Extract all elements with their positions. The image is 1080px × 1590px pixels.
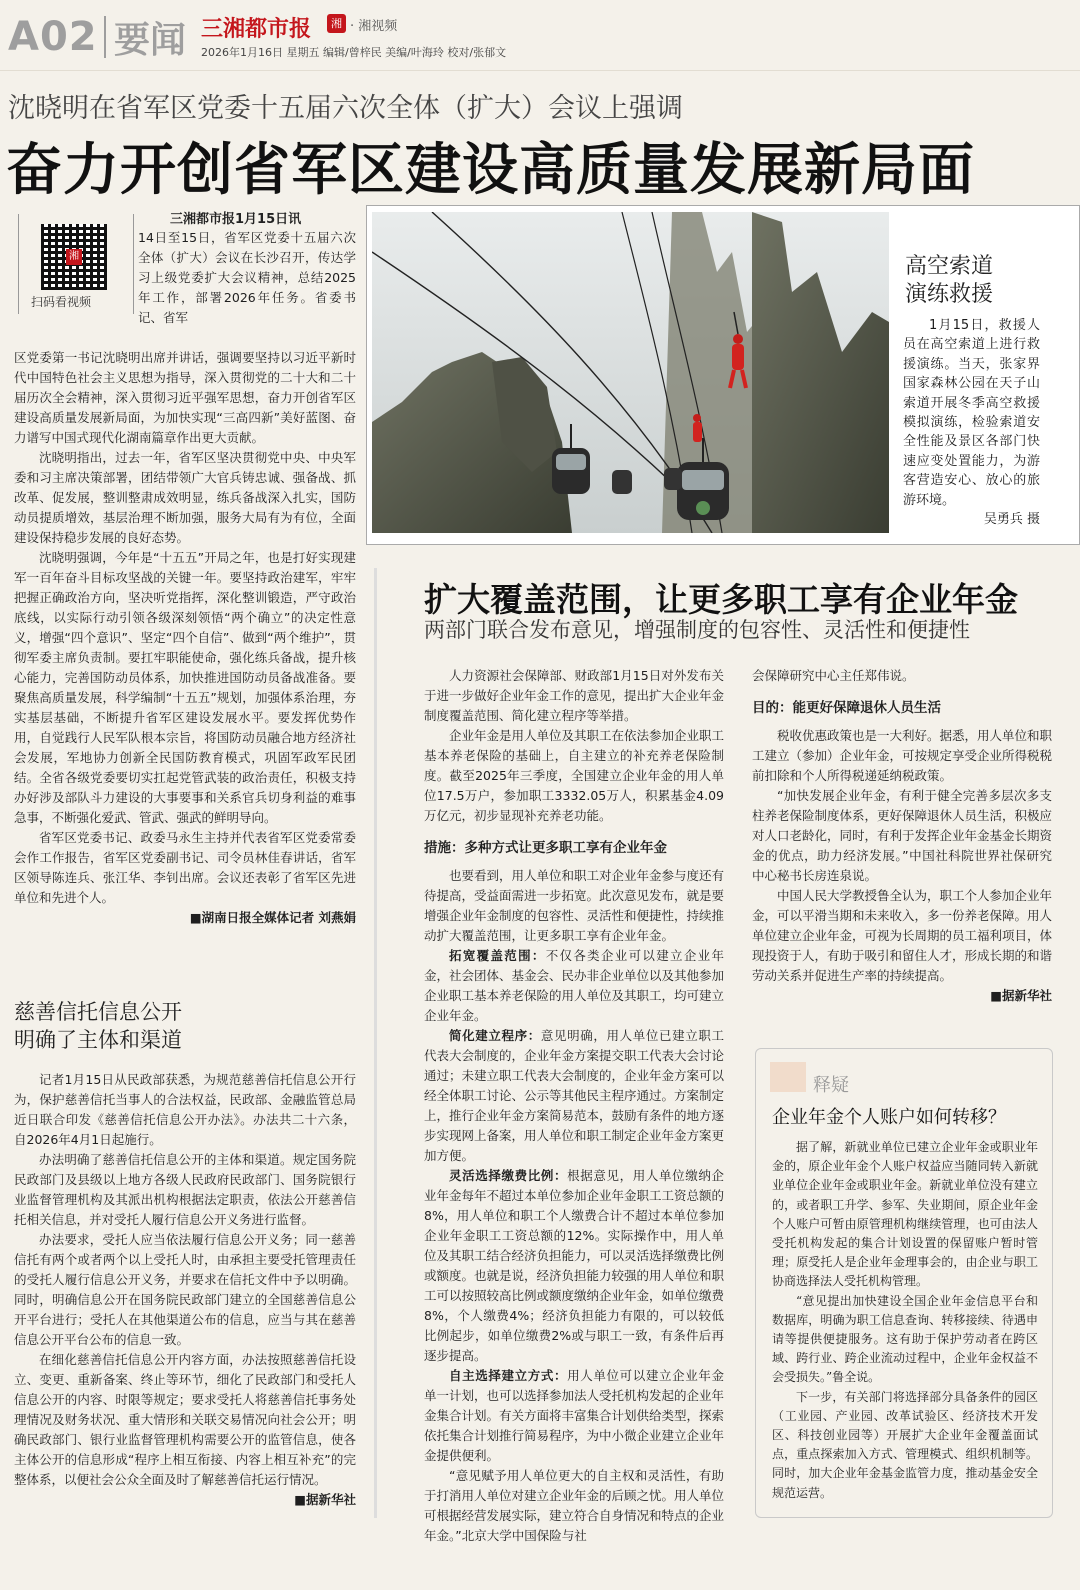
photo-title-line: 高空索道 xyxy=(905,254,994,279)
qa-title: 企业年金个人账户如何转移？ xyxy=(772,1107,1006,1128)
article2-text: 根据意见，用人单位缴纳企业年金每年不超过本单位参加企业年金职工工资总额的8%，用人单位和职工个人缴费合计不超过本单位参加企业年金职工工资总额的12%。实际操作中，用人单位及其职工结合经济负担能力，可以灵活选择缴费比例或额度。也就是说，经济负担能力较强的用人单位和职工可以按照较高比例或额度缴纳企业年金，如单位缴费8%，个人缴费4%；经济负担能力有限的，可以较低比例起步，如单位缴费2%或与职工一致，有条件后再逐步提高。 xyxy=(424,1168,725,1363)
masthead-divider xyxy=(104,16,106,58)
article3-body xyxy=(14,1070,356,1510)
brand-badge-icon: 湘 xyxy=(327,14,346,33)
page-number: A02 xyxy=(8,14,98,60)
lead-paragraph: 省军区党委书记、政委马永生主持并代表省军区党委常委会作工作报告，省军区党委副书记、司令员林佳春讲话，省军区领导陈连兵、张江华、李钊出席。会议还表彰了省军区先进单位和先进个人。 xyxy=(14,830,356,905)
article2-col1 xyxy=(424,666,724,1546)
photo-caption xyxy=(903,316,1040,529)
article2-text: 不仅各类企业可以建立企业年金，社会团体、基金会、民办非企业单位以及其他参加企业职工基本养老保险的用人单位及其职工，均可建立企业年金。 xyxy=(424,948,725,1023)
lead-paragraph: 区党委第一书记沈晓明出席并讲话，强调要坚持以习近平新时代中国特色社会主义思想为指导，深入贯彻党的二十大和二十届历次全会精神，深入贯彻习近平强军思想，奋力开创省军区建设高质量发展新局面，为加快实现“三高四新”美好蓝图、奋力谱写中国式现代化湖南篇章作出更大贡献。 xyxy=(14,350,356,445)
cable-car-photo xyxy=(372,212,889,533)
masthead xyxy=(0,0,1080,72)
article2-paragraph xyxy=(424,1166,724,1366)
lead-intro xyxy=(138,228,356,328)
photo-title xyxy=(905,253,993,309)
column-rule xyxy=(374,568,377,1518)
article3-paragraph: 在细化慈善信托信息公开内容方面，办法按照慈善信托设立、变更、重新备案、终止等环节，细化了民政部门和受托人信息公开的内容、时限等规定；要求受托人将慈善信托事务处理情况及财务状况、重大情形和关联交易情况向社会公开；明确民政部门、银行业监督管理机构需要公开的监管信息，使各主体公开的信息形成“程序上相互衔接、内容上相互补充”的完整体系，以便社会公众全面及时了解慈善信托运行情况。 xyxy=(14,1352,356,1487)
article3-headline-line: 慈善信托信息公开 xyxy=(14,1000,182,1024)
qa-paragraph: 据了解，新就业单位已建立企业年金或职业年金的，原企业年金个人账户权益应当随同转入新就业单位企业年金或职业年金。新就业单位没有建立的，或者职工升学、参军、失业期间，原企业年金个人账户可暂由原管理机构继续管理，也可由法人受托机构发起的集合计划设置的保留账户暂时管理；原受托人是企业年金理事会的，由企业与职工协商选择法人受托机构管理。 xyxy=(772,1140,1038,1289)
article2-paragraph: 企业年金是用人单位及其职工在依法参加企业职工基本养老保险的基础上，自主建立的补充养老保险制度。截至2025年三季度，全国建立企业年金的用人单位17.5万户，参加职工3332.05万人，积累基金4.09万亿元，初步显现补充养老功能。 xyxy=(424,728,725,823)
article2-text: 用人单位可以建立企业年金单一计划，也可以选择参加法人受托机构发起的企业年金集合计划。有关方面将丰富集合计划供给类型，探索依托集合计划推行简易程序，为中小微企业建立企业年金提供便利。 xyxy=(424,1368,725,1463)
lead-signoff: ■湖南日报全媒体记者 刘燕娟 xyxy=(189,910,356,925)
article2-paragraph: 人力资源社会保障部、财政部1月15日对外发布关于进一步做好企业年金工作的意见，提出扩大企业年金制度覆盖范围、简化建立程序等举措。 xyxy=(424,668,725,723)
lead-intro-text: 14日至15日，省军区党委十五届六次全体（扩大）会议在长沙召开，传达学习上级党委扩大会议精神，总结2025年工作，部署2026年任务。省委书记、省军 xyxy=(138,230,356,325)
photo-credit: 吴勇兵 摄 xyxy=(983,512,1040,528)
qa-paragraph: “意见提出加快建设全国企业年金信息平台和数据库，明确为职工信息查询、转移接续、待遇申请等提供便捷服务。这有助于保护劳动者在跨区域、跨行业、跨企业流动过程中，企业年金权益不会受损失。”鲁全说。 xyxy=(772,1293,1038,1385)
article2-label: 拓宽覆盖范围： xyxy=(449,948,546,963)
article2-paragraph xyxy=(424,1026,724,1166)
article3-headline-line: 明确了主体和渠道 xyxy=(14,1028,182,1052)
article2-subhead: 措施：多种方式让更多职工享有企业年金 xyxy=(424,840,667,856)
article2-deck: 两部门联合发布意见，增强制度的包容性、灵活性和便捷性 xyxy=(424,618,970,642)
qa-body xyxy=(772,1138,1038,1503)
article2-signoff: ■据新华社 xyxy=(990,988,1052,1003)
article2-subhead: 目的：能更好保障退休人员生活 xyxy=(752,700,941,716)
article2-headline: 扩大覆盖范围，让更多职工享有企业年金 xyxy=(424,580,1018,619)
article2-label: 自主选择建立方式： xyxy=(449,1368,568,1383)
article2-paragraph: 也要看到，用人单位和职工对企业年金参与度还有待提高，受益面需进一步拓宽。此次意见发布，就是要增强企业年金制度的包容性、灵活性和便捷性，持续推动扩大覆盖范围，让更多职工享有企业年金。 xyxy=(424,868,725,943)
photo-caption-text: 1月15日，救援人员在高空索道上进行救援演练。当天，张家界国家森林公园在天子山索道开展冬季高空救援模拟演练，检验索道安全性能及景区各部门快速应变处置能力，为游客营造安心、放心的旅游环境。 xyxy=(903,318,1040,508)
brand-logo: 三湘都市报 xyxy=(201,16,312,42)
cable-car-illustration xyxy=(372,212,889,533)
lead-paragraph: 沈晓明强调，今年是“十五五”开局之年，也是打好实现建军一百年奋斗目标攻坚战的关键一年。要坚持政治建军，牢牢把握正确政治方向，坚决听党指挥，深化整训锻造，严守政治底线，以实际行动引领各级深刻领悟“两个确立”的决定性意义，增强“四个意识”、坚定“四个自信”、做到“两个维护”，贯彻军委主席负责制。要扛牢职能使命，强化练兵备战，提升核心能力，完善国防动员体系，加快推进国防动员备战准备。要聚焦高质量发展，科学编制“十五五”规划，加强体系治理，夯实基层基础，不断提升省军区建设发展水平。要发挥优势作用，自觉践行人民军队根本宗旨，将国防动员融合地方经济社会发展，军地协力创新全民国防教育模式，巩固军政军民团结。全省各级党委要切实扛起党管武装的政治责任，积极支持办好涉及部队斗力建设的大事要事和关系官兵切身利益的难事急事，不断强化爱武、管武、强武的鲜明导向。 xyxy=(14,550,356,825)
article3-paragraph: 记者1月15日从民政部获悉，为规范慈善信托信息公开行为，保护慈善信托当事人的合法权益，民政部、金融监管总局近日联合印发《慈善信托信息公开办法》。办法共二十六条，自2026年4月1日起施行。 xyxy=(14,1072,356,1147)
lead-body xyxy=(14,348,356,928)
lead-dateline: 三湘都市报1月15日讯 xyxy=(170,212,302,227)
lead-kicker: 沈晓明在省军区党委十五届六次全体（扩大）会议上强调 xyxy=(8,93,683,124)
article3-paragraph: 办法明确了慈善信托信息公开的主体和渠道。规定国务院民政部门及县级以上地方各级人民政府民政部门、国务院银行业监督管理机构及其派出机构根据法定职责，依法公开慈善信托相关信息，并对受托人履行信息公开义务进行监督。 xyxy=(14,1152,356,1227)
article2-paragraph: 中国人民大学教授鲁全认为，职工个人参加企业年金，可以平滑当期和未来收入，多一份养老保障。用人单位建立企业年金，可视为长周期的员工福利项目，体现投资于人，有助于吸引和留住人才，形成长期的和谐劳动关系并促进生产率的持续提高。 xyxy=(752,888,1053,983)
article2-paragraph: “意见赋予用人单位更大的自主权和灵活性，有助于打消用人单位对建立企业年金的后顾之忧。用人单位可根据经营发展实际，建立符合自身情况和特点的企业年金。”北京大学中国保险与社 xyxy=(424,1468,725,1543)
qr-code-block[interactable] xyxy=(18,214,134,314)
article2-col2 xyxy=(752,666,1052,1006)
qa-paragraph: 下一步，有关部门将选择部分具备条件的园区（工业园、产业园、改革试验区、经济技术开发区、科技创业园等）开展扩大企业年金覆盖面试点，重点探索加入方式、管理模式、组织机制等。同时，加大企业年金基金监管力度，推动基金安全规范运营。 xyxy=(772,1389,1038,1500)
article3-paragraph: 办法要求，受托人应当依法履行信息公开义务；同一慈善信托有两个或者两个以上受托人时，由承担主要受托管理责任的受托人履行信息公开义务，并要求在信托文件中予以明确。同时，明确信息公开在国务院民政部门建立的全国慈善信息公开平台进行；受托人在其他渠道公布的信息，应当与其在慈善信息公开平台公布的信息一致。 xyxy=(14,1232,356,1347)
article2-paragraph xyxy=(424,1366,724,1466)
article3-signoff: ■据新华社 xyxy=(294,1492,356,1507)
article2-paragraph xyxy=(424,946,724,1026)
header-rule xyxy=(0,70,1080,71)
lead-paragraph: 沈晓明指出，过去一年，省军区坚决贯彻党中央、中央军委和习主席决策部署，团结带领广大官兵铸忠诚、强备战、抓改革、促发展，整训整肃成效明显，练兵备战深入扎实，国防动员提质增效，基层治理不断加强，服务大局有为有位，全面建设保持稳步发展的良好态势。 xyxy=(14,450,356,545)
lead-headline: 奋力开创省军区建设高质量发展新局面 xyxy=(6,138,975,203)
issue-byline: 2026年1月16日 星期五 编辑/曾梓民 美编/叶海玲 校对/张郁文 xyxy=(201,46,507,59)
brand-subtitle: · 湘视频 xyxy=(350,19,398,34)
qa-tag: 释疑 xyxy=(813,1075,849,1096)
rescuer-figure xyxy=(693,414,702,442)
article2-paragraph: 税收优惠政策也是一大利好。据悉，用人单位和职工建立（参加）企业年金，可按规定享受企业所得税税前扣除和个人所得税递延纳税政策。 xyxy=(752,728,1053,783)
article2-label: 简化建立程序： xyxy=(449,1028,541,1043)
article3-headline xyxy=(14,998,182,1054)
article2-paragraph: 会保障研究中心主任郑伟说。 xyxy=(752,668,915,683)
qa-tag-icon xyxy=(770,1062,806,1092)
qr-caption: 扫码看视频 xyxy=(31,295,92,309)
section-name: 要闻 xyxy=(114,20,187,61)
article2-label: 灵活选择缴费比例： xyxy=(449,1168,568,1183)
photo-title-line: 演练救援 xyxy=(905,282,994,307)
article2-text: 意见明确，用人单位已建立职工代表大会制度的，企业年金方案提交职工代表大会讨论通过；未建立职工代表大会制度的，企业年金方案可以经全体职工讨论、公示等其他民主程序通过。方案制定上，推行企业年金方案简易范本，鼓励有条件的地方逐步实现网上备案，用人单位和职工制定企业年金方案更加方便。 xyxy=(424,1028,725,1163)
article2-paragraph: “加快发展企业年金，有利于健全完善多层次多支柱养老保险制度体系，更好保障退休人员生活，积极应对人口老龄化，同时，有利于发挥企业年金基金长期资金的优点，助力经济发展。”中国社科院世界社保研究中心秘书长房连泉说。 xyxy=(752,788,1053,883)
qr-code-icon[interactable] xyxy=(41,224,107,290)
